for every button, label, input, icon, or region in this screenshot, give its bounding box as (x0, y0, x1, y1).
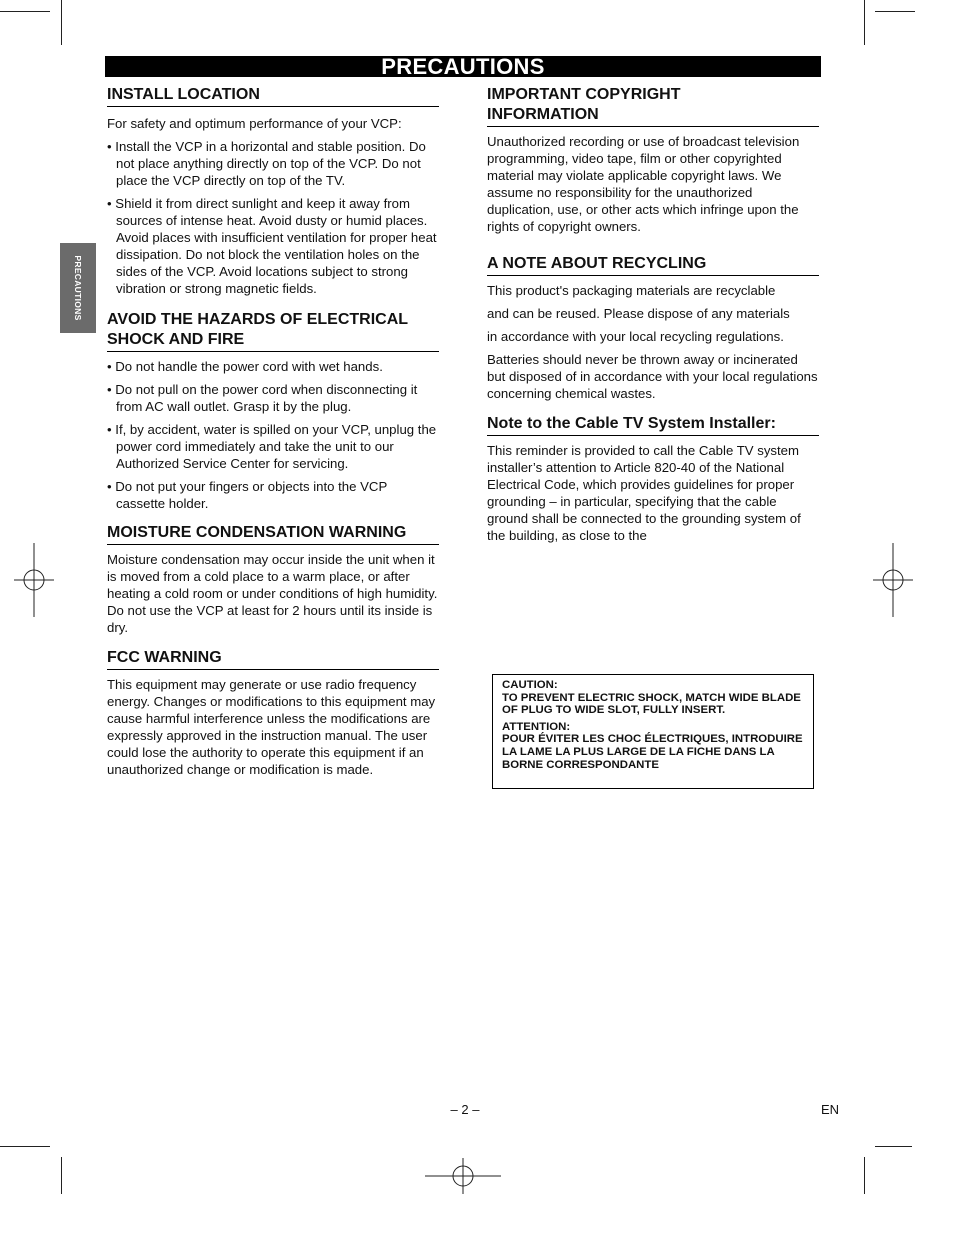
crop-mark (61, 0, 62, 45)
page-number: – 2 – (450, 1102, 480, 1117)
caution-box (492, 674, 814, 789)
hazard-bullet: • Do not pull on the power cord when disconnecting it from AC wall outlet. Grasp it by the plug. (107, 381, 439, 415)
fcc-text: This equipment may generate or use radio frequency energy. Changes or modifications to this equipment may cause harmful interference unless the modifications are expressly approved in the instruction manual. The user could lose the authority to operate this equipment if an unauthorized change or modification is made. (107, 677, 436, 777)
attention-label: ATTENTION: (502, 720, 571, 733)
recycling-line: and can be reused. Please dispose of any materials (487, 306, 790, 321)
registration-mark-icon (425, 1158, 501, 1194)
caution-label: CAUTION: (502, 679, 558, 691)
cable-installer-text: This reminder is provided to call the Cable TV system installer’s attention to Article 820-40 of the National Electrical Code, which provides guidelines for proper grounding – in particular, specifying that the cable ground shall be connected to the grounding system of the building, as close to the (487, 443, 801, 543)
registration-mark-icon (14, 543, 54, 617)
install-intro: For safety and optimum performance of your VCP: (107, 116, 402, 131)
moisture-heading: MOISTURE CONDENSATION WARNING (107, 523, 439, 545)
hazard-bullet: • Do not put your fingers or objects into the VCP cassette holder. (107, 478, 439, 512)
section-side-tab (60, 243, 96, 333)
batteries-text: Batteries should never be thrown away or incinerated but disposed of in accordance with your local regulations concerning chemical wastes. (487, 352, 818, 401)
hazards-heading: AVOID THE HAZARDS OF ELECTRICAL SHOCK AND FIRE (107, 310, 439, 352)
crop-mark (864, 1157, 865, 1194)
recycling-heading: A NOTE ABOUT RECYCLING (487, 254, 819, 276)
page-title: PRECAUTIONS (105, 56, 821, 77)
install-location-heading: INSTALL LOCATION (107, 85, 439, 107)
recycling-line: This product's packaging materials are recyclable (487, 283, 776, 298)
caution-text: TO PREVENT ELECTRIC SHOCK, MATCH WIDE BLADE OF PLUG TO WIDE SLOT, FULLY INSERT. (502, 691, 801, 717)
copyright-heading: IMPORTANT COPYRIGHT INFORMATION (487, 85, 819, 127)
right-column (487, 85, 819, 544)
hazard-bullet: • If, by accident, water is spilled on your VCP, unplug the power cord immediately and take the unit to our Authorized Service Center for servicing. (107, 421, 439, 472)
registration-mark-icon (873, 543, 913, 617)
hazard-bullet: • Do not handle the power cord with wet hands. (107, 358, 439, 375)
language-code: EN (821, 1102, 840, 1117)
crop-mark (875, 1146, 912, 1147)
attention-text: POUR ÉVITER LES CHOC ÉLECTRIQUES, INTRODUIRE LA LAME LA PLUS LARGE DE LA FICHE DANS LA BORNE CORRESPONDANTE (502, 733, 803, 771)
crop-mark (61, 1157, 62, 1194)
crop-mark (0, 11, 50, 12)
crop-mark (0, 1146, 50, 1147)
left-column (107, 85, 439, 778)
copyright-text: Unauthorized recording or use of broadcast television programming, video tape, film or other copyrighted material may violate applicable copyright laws. We assume no responsibility for the unauthorized duplication, use, or other acts which infringe upon the rights of copyright owners. (487, 134, 800, 234)
moisture-text: Moisture condensation may occur inside the unit when it is moved from a cold place to a warm place, or after heating a cold room or under conditions of high humidity. Do not use the VCP at least for 2 hours until its inside is dry. (107, 552, 438, 635)
crop-mark (875, 11, 915, 12)
install-bullet: • Install the VCP in a horizontal and stable position. Do not place anything directly on top of the VCP. Do not place the VCP directly on top of the TV. (107, 138, 439, 189)
recycling-line: in accordance with your local recycling regulations. (487, 329, 784, 344)
fcc-heading: FCC WARNING (107, 648, 439, 670)
crop-mark (864, 0, 865, 45)
side-tab-label: PRECAUTIONS (73, 255, 83, 321)
install-bullet: • Shield it from direct sunlight and keep it away from sources of intense heat. Avoid dusty or humid places. Avoid places with insufficient ventilation for proper heat dissipation. Do not block the ventilation holes on the sides of the VCP. Avoid locations subject to strong vibration or strong magnetic fields. (107, 195, 439, 297)
cable-installer-heading: Note to the Cable TV System Installer: (487, 414, 819, 436)
